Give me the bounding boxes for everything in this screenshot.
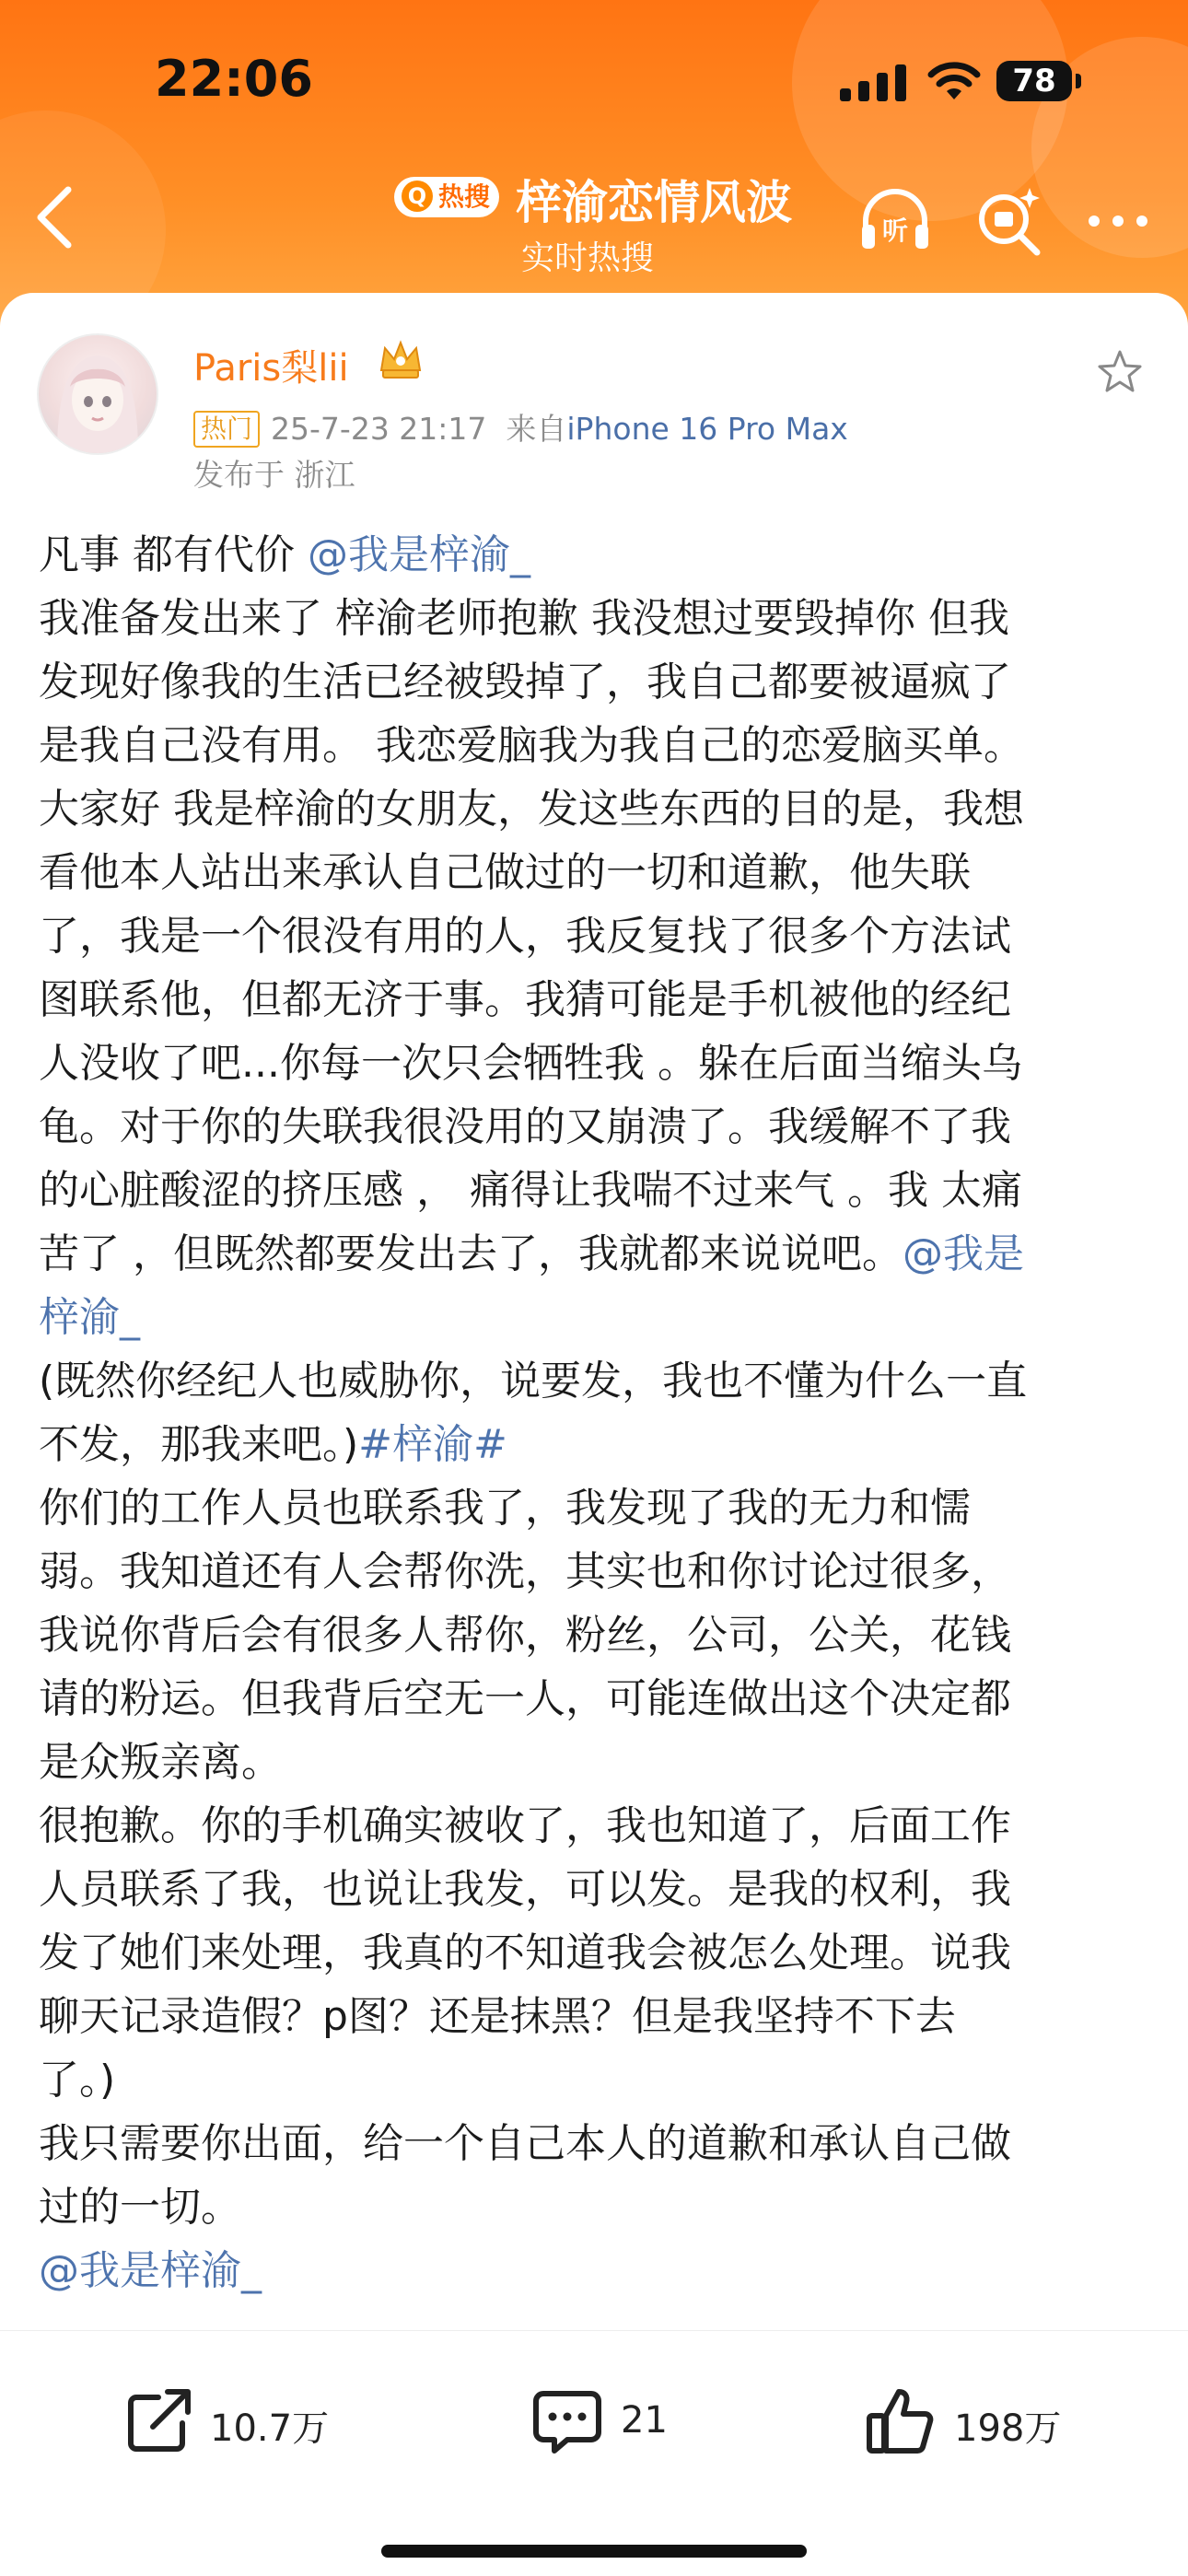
post-text-line xyxy=(39,1731,1153,1794)
post-text-line xyxy=(39,1858,1153,1921)
post-text-line xyxy=(39,777,1153,841)
home-indicator[interactable] xyxy=(381,2545,807,2558)
post-text: 大家好 我是梓渝的女朋友，发这些东西的目的是，我想 xyxy=(39,786,1024,833)
top-header xyxy=(0,0,1188,332)
post-text-line xyxy=(39,1032,1153,1095)
post-text-line xyxy=(39,841,1153,904)
post-text: 了，我是一个很没有用的人，我反复找了很多个方法试 xyxy=(39,913,1011,960)
post-text: 发了她们来处理，我真的不知道我会被怎么处理。说我 xyxy=(39,1929,1011,1976)
post-text-line xyxy=(39,1349,1153,1413)
battery-cap xyxy=(1076,74,1081,88)
post-text-line xyxy=(39,714,1153,777)
post-text: 不发，那我来吧。) xyxy=(39,1421,359,1468)
post-text: 是众叛亲离。 xyxy=(39,1739,282,1786)
post-text: 我只需要你出面，给一个自己本人的道歉和承认自己做 xyxy=(39,2120,1011,2167)
post-text-line xyxy=(39,1603,1153,1667)
post-text: 我说你背后会有很多人帮你，粉丝，公司，公关，花钱 xyxy=(39,1612,1011,1659)
battery-indicator: 78 xyxy=(996,61,1072,101)
post-location: 发布于 浙江 xyxy=(193,457,355,493)
share-count: 10.7万 xyxy=(210,2407,330,2450)
share-button[interactable] xyxy=(122,2384,361,2458)
post-text: 苦了 ，但既然都要发出去了，我就都来说说吧。 xyxy=(39,1230,903,1277)
post-text-line xyxy=(39,1222,1153,1286)
post-text: 发现好像我的生活已经被毁掉了，我自己都要被逼疯了 xyxy=(39,659,1011,705)
hot-tag: 热门 xyxy=(193,411,260,448)
post-text-line xyxy=(39,1985,1153,2048)
hot-search-icon: Q xyxy=(402,181,433,212)
listen-headphones-icon[interactable] xyxy=(856,184,934,258)
favorite-star-icon[interactable] xyxy=(1096,348,1144,396)
like-count: 198万 xyxy=(954,2407,1062,2450)
avatar[interactable] xyxy=(37,333,158,455)
post-text-line xyxy=(39,968,1153,1032)
post-text: 聊天记录造假？p图？还是抹黑？但是我坚持不下去 xyxy=(39,1993,956,2040)
post-text-line xyxy=(39,1286,1153,1349)
post-text: 凡事 都有代价 xyxy=(39,531,308,578)
more-options-icon[interactable] xyxy=(1087,184,1151,258)
signal-icon xyxy=(840,64,914,101)
post-text: 人没收了吧...你每一次只会牺牲我 。躲在后面当缩头乌 xyxy=(39,1040,1022,1087)
device-name[interactable]: iPhone 16 Pro Max xyxy=(566,411,848,447)
post-text: 了。) xyxy=(39,2057,116,2104)
post-text-line xyxy=(39,2112,1153,2175)
hot-search-badge xyxy=(394,177,499,217)
from-label: 来自 xyxy=(506,411,567,447)
thumbs-up-icon xyxy=(864,2384,938,2458)
status-bar xyxy=(0,46,1188,120)
mention-link[interactable]: @我是梓渝_ xyxy=(39,2247,262,2294)
post-text-line xyxy=(39,2048,1153,2112)
status-time: 22:06 xyxy=(155,50,313,108)
post-text-line xyxy=(39,2175,1153,2239)
page-subtitle: 实时热搜 xyxy=(521,239,655,277)
navigation-bar xyxy=(0,157,1188,286)
post-text-line xyxy=(39,1540,1153,1603)
post-text-line xyxy=(39,523,1153,587)
action-bar xyxy=(0,2330,1188,2576)
post-meta xyxy=(193,405,848,449)
avatar-illustration xyxy=(39,335,157,453)
post-text-line xyxy=(39,1794,1153,1858)
post-text-line xyxy=(39,587,1153,650)
svg-text:听: 听 xyxy=(881,216,909,246)
post-text: 的心脏酸涩的挤压感 ， 痛得让我喘不过来气 。我 太痛 xyxy=(39,1167,1022,1214)
post-text: 你们的工作人员也联系我了，我发现了我的无力和懦 xyxy=(39,1485,971,1532)
post-text-line xyxy=(39,1921,1153,1985)
post-text: (既然你经纪人也威胁你，说要发，我也不懂为什么一直 xyxy=(39,1358,1028,1405)
mention-link[interactable]: @我是梓渝_ xyxy=(307,531,530,578)
search-sparkle-icon[interactable] xyxy=(973,184,1046,258)
post-text-line xyxy=(39,650,1153,714)
comment-count: 21 xyxy=(621,2399,668,2442)
comment-button[interactable] xyxy=(530,2384,715,2458)
hashtag-link[interactable]: #梓渝# xyxy=(358,1421,507,1468)
comment-icon xyxy=(530,2384,604,2458)
mention-link[interactable]: @我是 xyxy=(903,1230,1024,1277)
back-arrow-icon[interactable] xyxy=(28,181,83,254)
share-icon xyxy=(122,2384,195,2458)
page-title: 梓渝恋情风波 xyxy=(516,176,792,229)
hot-search-label: 热搜 xyxy=(438,181,491,212)
post-text-line xyxy=(39,1095,1153,1159)
post-text: 我准备发出来了 梓渝老师抱歉 我没想过要毁掉你 但我 xyxy=(39,595,1009,642)
post-text: 人员联系了我，也说让我发，可以发。是我的权利，我 xyxy=(39,1866,1011,1913)
post-text: 龟。对于你的失联我很没用的又崩溃了。我缓解不了我 xyxy=(39,1103,1011,1150)
post-text: 弱。我知道还有人会帮你洗，其实也和你讨论过很多， xyxy=(39,1548,1011,1595)
username[interactable]: Paris梨lii xyxy=(193,347,349,390)
post-text-line xyxy=(39,1476,1153,1540)
mention-link[interactable]: 梓渝_ xyxy=(39,1294,140,1341)
post-text: 很抱歉。你的手机确实被收了，我也知道了，后面工作 xyxy=(39,1802,1011,1849)
post-text-line xyxy=(39,1667,1153,1731)
crown-badge-icon xyxy=(378,339,424,379)
post-text-line xyxy=(39,1159,1153,1222)
post-text: 请的粉运。但我背后空无一人，可能连做出这个决定都 xyxy=(39,1675,1011,1722)
post-text-line xyxy=(39,904,1153,968)
post-datetime: 25-7-23 21:17 xyxy=(271,411,487,447)
wifi-icon xyxy=(926,61,982,101)
post-card xyxy=(0,293,1188,2575)
post-text: 看他本人站出来承认自己做过的一切和道歉，他失联 xyxy=(39,849,971,896)
post-body xyxy=(39,523,1153,2575)
post-text: 图联系他，但都无济于事。我猜可能是手机被他的经纪 xyxy=(39,976,1011,1023)
like-button[interactable] xyxy=(864,2384,1085,2458)
post-text: 过的一切。 xyxy=(39,2184,241,2231)
post-text-line xyxy=(39,2239,1153,2302)
post-text-line xyxy=(39,1413,1153,1476)
post-text: 是我自己没有用。 我恋爱脑我为我自己的恋爱脑买单。 xyxy=(39,722,1024,769)
